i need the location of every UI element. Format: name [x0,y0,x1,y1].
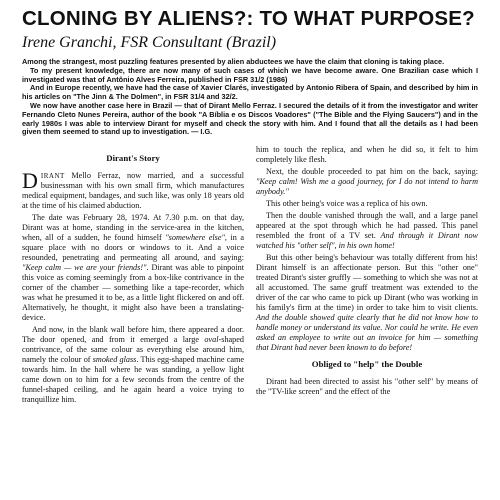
body-text: Then the double vanished through the wall, and a large panel appeared at the spot through which he had passed. This panel resembled the front of a TV set. [256,211,478,241]
article-author: Irene Granchi, FSR Consultant (Brazil) [22,34,277,51]
right-column [256,145,478,407]
intro-paragraph: To my present knowledge, there are now many of such cases of which we have become aware. One Brazilian case which I investigated was that of Antônio Alves Ferreira, published in FSR 31/2 (1986) [22,65,478,84]
body-text: But this other being's behaviour was totally different from his! Dirant himself is an affectionate person. But this "other one" treated Dirant's sister gruffly — something to which she was not at all accustomed. The same gruff treatment was extended to the driver of the car who came to pick up Dirant (who was working in his family's firm at the time) in order to take him to visit clients. [256,253,478,313]
article-title: CLONING BY ALIENS?: TO WHAT PURPOSE? [22,7,475,30]
italic-text: "somewhere else" [165,233,225,243]
italic-text: "Keep calm! Wish me a good journey, for I do not intend to harm anybody." [256,177,478,197]
article-intro [22,58,478,137]
small-caps-word: IRANT [40,172,65,181]
intro-paragraph: We now have another case here in Brazil — that of Dirant Mello Ferraz. I secured the details of it from the investigator and writer Fernando Cleto Nunes Pereira, author of the book "A Bíblia e os Discos Voadores" ("The Bible and the Flying Saucers") and in the early 1980s I was able to interview Dirant for myself and check the story with him. And I found that all the details as I had been given them seemed to stand up to investigation. — I.G. [22,100,478,137]
intro-paragraph: And in Europe recently, we have had the case of Xavier Clarés, investigated by Antonio Ribera of Spain, and described by him in his articles on "The Jinn & The Dolmen", in FSR 31/4 and 32/2. [22,83,478,102]
italic-text: And the double showed quite clearly that he did not know how to handle money or understand its value. Nor could he write. He even asked an employee to write out an invoice for him — something that Dirant had never been known to do before! [256,313,478,353]
body-paragraph [256,167,478,197]
body-paragraph [22,213,244,323]
body-text: The date was February 28, 1974. At 7.30 p.m. on that day, Dirant was at home, standing in the service-area in the kitchen, when, all of a sudden, he found himself [22,213,244,243]
body-text: -shaped contrivance, of the same colour as everything else around him, namely the colour of [22,335,244,365]
body-paragraph [22,325,244,405]
italic-text: "Keep calm — we are your friends!" [22,263,147,273]
drop-cap: D [22,168,38,194]
body-paragraph [256,253,478,353]
body-text: . Dirant was able to pinpoint this voice as coming seemingly from a box-like contrivance in the corner of the chamber — something like a tape-recorder, which was what he presumed it to be, as a little light flickered on and off. Alternatively, he thought, it might also have been a translating-device. [22,263,245,323]
section-heading-obliged-to-help: Obliged to "help" the Double [311,359,423,370]
intro-paragraph: Among the strangest, most puzzling features presented by alien abductees we have the claim that cloning is taking place. [22,57,445,66]
body-text: , in a square place with no doors or windows to it. And a voice resounded, penetrating and permeating all around, and saying: [22,233,244,263]
body-text: And now, in the blank wall before him, there appeared a door. The door opened, and from it emerged a large [22,325,244,345]
body-paragraph [256,211,478,251]
body-text: Next, the double proceeded to pat him on the back, saying: [266,167,478,177]
body-paragraph [22,168,244,211]
article-columns [22,145,478,407]
left-column [22,145,244,407]
italic-text: And through it Dirant now watched his "other self", in his own home! [256,231,478,251]
body-text: . This egg-shaped machine came towards him. In the hall where he was standing, a yellow light came down on to him for a few seconds from the centre of the funnel-shaped ceiling, and he again heard a voice trying to tranquillize him. [22,355,244,405]
section-heading-dirants-story: Dirant's Story [106,153,160,164]
body-text: Mello Ferraz, now married, and a successful businessman with his own small firm, which manufactures medical equipment, bandages, and such like, was only 18 years old at the time of his claimed abduction. [22,171,244,211]
body-paragraph: This other being's voice was a replica of his own. [266,199,428,209]
body-paragraph: him to touch the replica, and when he did so, it felt to him completely like flesh. [256,145,478,165]
italic-text: oval [204,335,219,345]
italic-text: smoked glass [92,355,137,365]
body-paragraph: Dirant had been directed to assist his "other self" by means of the "TV-like screen" and the effect of the [256,377,478,397]
